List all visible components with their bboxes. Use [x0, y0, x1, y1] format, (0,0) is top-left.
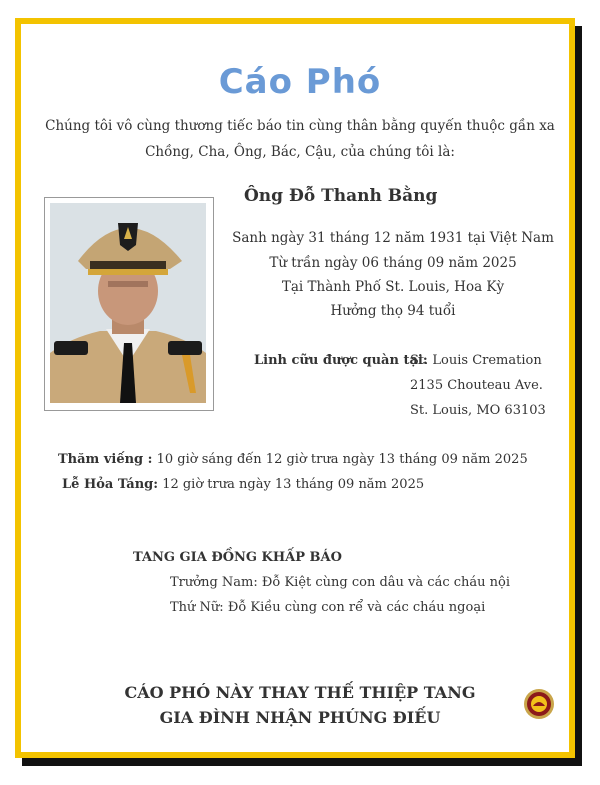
- repose-label: Linh cữu được quàn tại:: [254, 353, 428, 368]
- repose-venue: St. Louis Cremation: [410, 353, 542, 368]
- portrait-image: [50, 203, 206, 403]
- repose-city: St. Louis, MO 63103: [410, 403, 546, 418]
- closing-line-2: GIA ĐÌNH NHẬN PHÚNG ĐIẾU: [159, 708, 441, 727]
- eldest-son-line: [170, 575, 510, 590]
- intro-line-1: Chúng tôi vô cùng thương tiếc báo tin cùng thân bằng quyến thuộc gần xa: [45, 118, 555, 134]
- deceased-name: Ông Đỗ Thanh Bằng: [244, 186, 438, 206]
- visitation-label: Thăm viếng :: [58, 452, 153, 467]
- death-place: Tại Thành Phố St. Louis, Hoa Kỳ: [281, 279, 505, 295]
- portrait-photo: [44, 197, 214, 411]
- death-info: Từ trần ngày 06 tháng 09 năm 2025: [269, 255, 517, 271]
- page-title: Cáo Phó: [218, 62, 382, 102]
- cremation-label: Lễ Hỏa Táng:: [62, 477, 159, 492]
- daughter-line: [170, 600, 485, 615]
- visitation-row: [58, 452, 528, 467]
- visitation-value: 10 giờ sáng đến 12 giờ trưa ngày 13 tháng 09 năm 2025: [156, 452, 528, 467]
- daughter-label: Thứ Nữ:: [170, 600, 224, 615]
- cremation-value: 12 giờ trưa ngày 13 tháng 09 năm 2025: [162, 477, 425, 492]
- family-heading: TANG GIA ĐỒNG KHẤP BÁO: [133, 550, 342, 565]
- cremation-row: [62, 477, 424, 492]
- eldest-son-value: Đỗ Kiệt cùng con dâu và các cháu nội: [261, 575, 510, 590]
- age-info: Hưởng thọ 94 tuổi: [330, 303, 456, 319]
- intro-line-2: Chồng, Cha, Ông, Bác, Cậu, của chúng tôi là:: [145, 144, 455, 160]
- birth-info: Sanh ngày 31 tháng 12 năm 1931 tại Việt Nam: [232, 230, 554, 246]
- daughter-value: Đỗ Kiều cùng con rể và các cháu ngoại: [227, 600, 486, 615]
- emblem-seal-icon: [523, 688, 555, 720]
- eldest-son-label: Trưởng Nam:: [170, 575, 258, 590]
- closing-line-1: CÁO PHÓ NÀY THAY THẾ THIỆP TANG: [124, 683, 476, 702]
- repose-street: 2135 Chouteau Ave.: [410, 378, 543, 393]
